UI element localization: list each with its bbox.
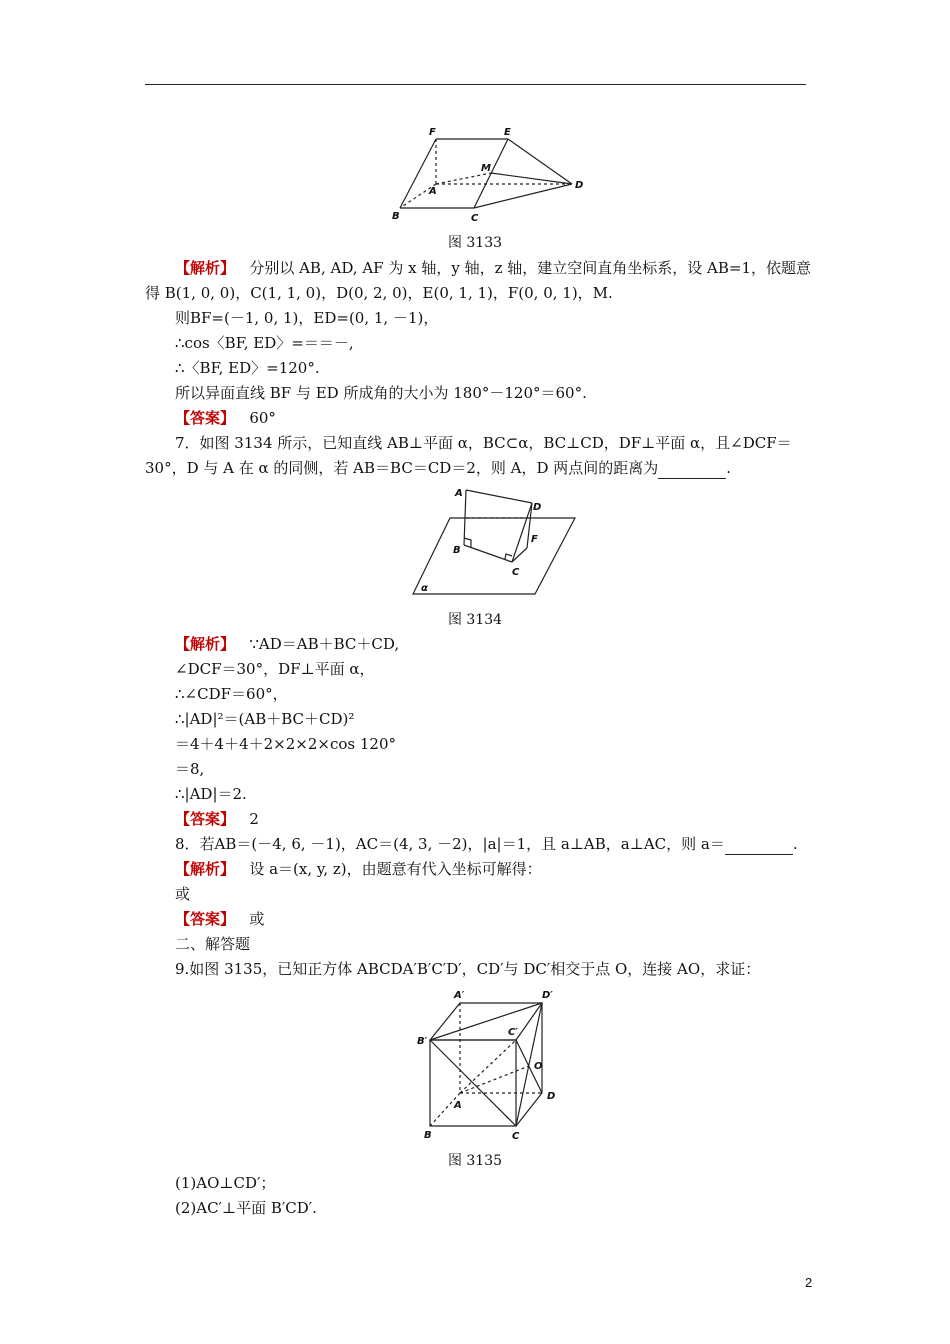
question-9: 9.如图 3135，已知正方体 ABCDA′B′C′D′，CD′与 DC′相交于点 O，连接 AO，求证： (175, 960, 761, 978)
label-E: E (504, 127, 511, 138)
page-number: 2 (805, 1275, 813, 1290)
label-A: A (429, 186, 437, 197)
label-F: F (531, 534, 538, 545)
label-B: B (453, 545, 461, 556)
solution-7-line5: ＝4＋4＋4＋2×2×2×cos 120° (175, 735, 396, 753)
section-heading: 二、解答题 (175, 935, 251, 953)
solution-7-line2: ∠DCF＝30°，DF⊥平面 α， (175, 660, 375, 678)
label-A: A (454, 1100, 462, 1111)
solution-7-line7: ∴|AD|＝2. (175, 785, 247, 803)
label-alpha: α (421, 583, 428, 594)
label-F: F (429, 127, 436, 138)
proof-part-2: (2)AC′⊥平面 B′CD′. (175, 1199, 317, 1217)
question-7-line1: 7．如图 3134 所示，已知直线 AB⊥平面 α，BC⊂α，BC⊥CD，DF⊥平面 α，且∠DCF＝ (175, 434, 792, 452)
solution-8-line2: 或 (175, 885, 191, 903)
label-D1: D′ (542, 990, 553, 1001)
label-A: A (455, 488, 463, 499)
label-M: M (481, 163, 491, 174)
solution-7-line3: ∴∠CDF＝60°， (175, 685, 288, 703)
label-C: C (512, 567, 520, 578)
solution-6-line5: ∴〈BF, ED〉=120°. (175, 359, 320, 377)
tag-daan: 【答案】 (175, 409, 236, 427)
label-B: B (424, 1130, 432, 1141)
solution-6-line2: 得 B(1, 0, 0)，C(1, 1, 0)，D(0, 2, 0)，E(0, 1, 1)，F(0, 0, 1)，M. (145, 284, 613, 302)
label-A1: A′ (454, 990, 465, 1001)
caption-3135: 图 3135 (447, 1153, 503, 1169)
answer-8: 【答案】 或 (175, 910, 265, 928)
caption-3133: 图 3133 (447, 235, 503, 251)
label-O: O (534, 1061, 543, 1072)
label-B1: B′ (417, 1036, 428, 1047)
solution-7-line1: 【解析】 ∵AD＝AB＋BC＋CD, (175, 635, 400, 653)
solution-7-line4: ∴|AD|²＝(AB＋BC＋CD)² (175, 710, 355, 728)
question-7-line2: 30°，D 与 A 在 α 的同侧，若 AB＝BC＝CD＝2，则 A，D 两点间的距离为 . (145, 459, 732, 477)
label-C: C (471, 213, 479, 224)
solution-6-line3: 则BF=(－1, 0, 1)，ED=(0, 1, －1)， (175, 309, 439, 327)
proof-part-1: (1)AO⊥CD′； (175, 1174, 276, 1192)
label-D: D (575, 180, 584, 191)
answer-6: 【答案】 60° (175, 409, 276, 427)
question-8: 8．若AB＝(－4, 6, －1)，AC＝(4, 3, －2)，|a|＝1，且 a⊥AB，a⊥AC，则 a＝ . (175, 835, 798, 853)
label-D: D (547, 1091, 556, 1102)
label-C: C (512, 1131, 520, 1142)
solution-8-line1: 【解析】 设 a＝(x, y, z)，由题意有代入坐标可解得： (175, 860, 542, 878)
tag-jiexi: 【解析】 (175, 259, 236, 277)
solution-7-line6: ＝8, (175, 760, 205, 778)
answer-7: 【答案】 2 (175, 810, 259, 828)
solution-6-line1: 【解析】 分别以 AB, AD, AF 为 x 轴，y 轴，z 轴，建立空间直角坐标系，设 AB=1，依题意 (175, 259, 812, 277)
label-D: D (533, 502, 542, 513)
label-C1: C′ (508, 1027, 518, 1038)
caption-3134: 图 3134 (447, 612, 503, 628)
solution-6-line6: 所以异面直线 BF 与 ED 所成角的大小为 180°－120°＝60°. (175, 384, 587, 402)
solution-6-line4: ∴cos〈BF, ED〉=＝＝－, (175, 334, 354, 352)
label-B: B (392, 211, 400, 222)
